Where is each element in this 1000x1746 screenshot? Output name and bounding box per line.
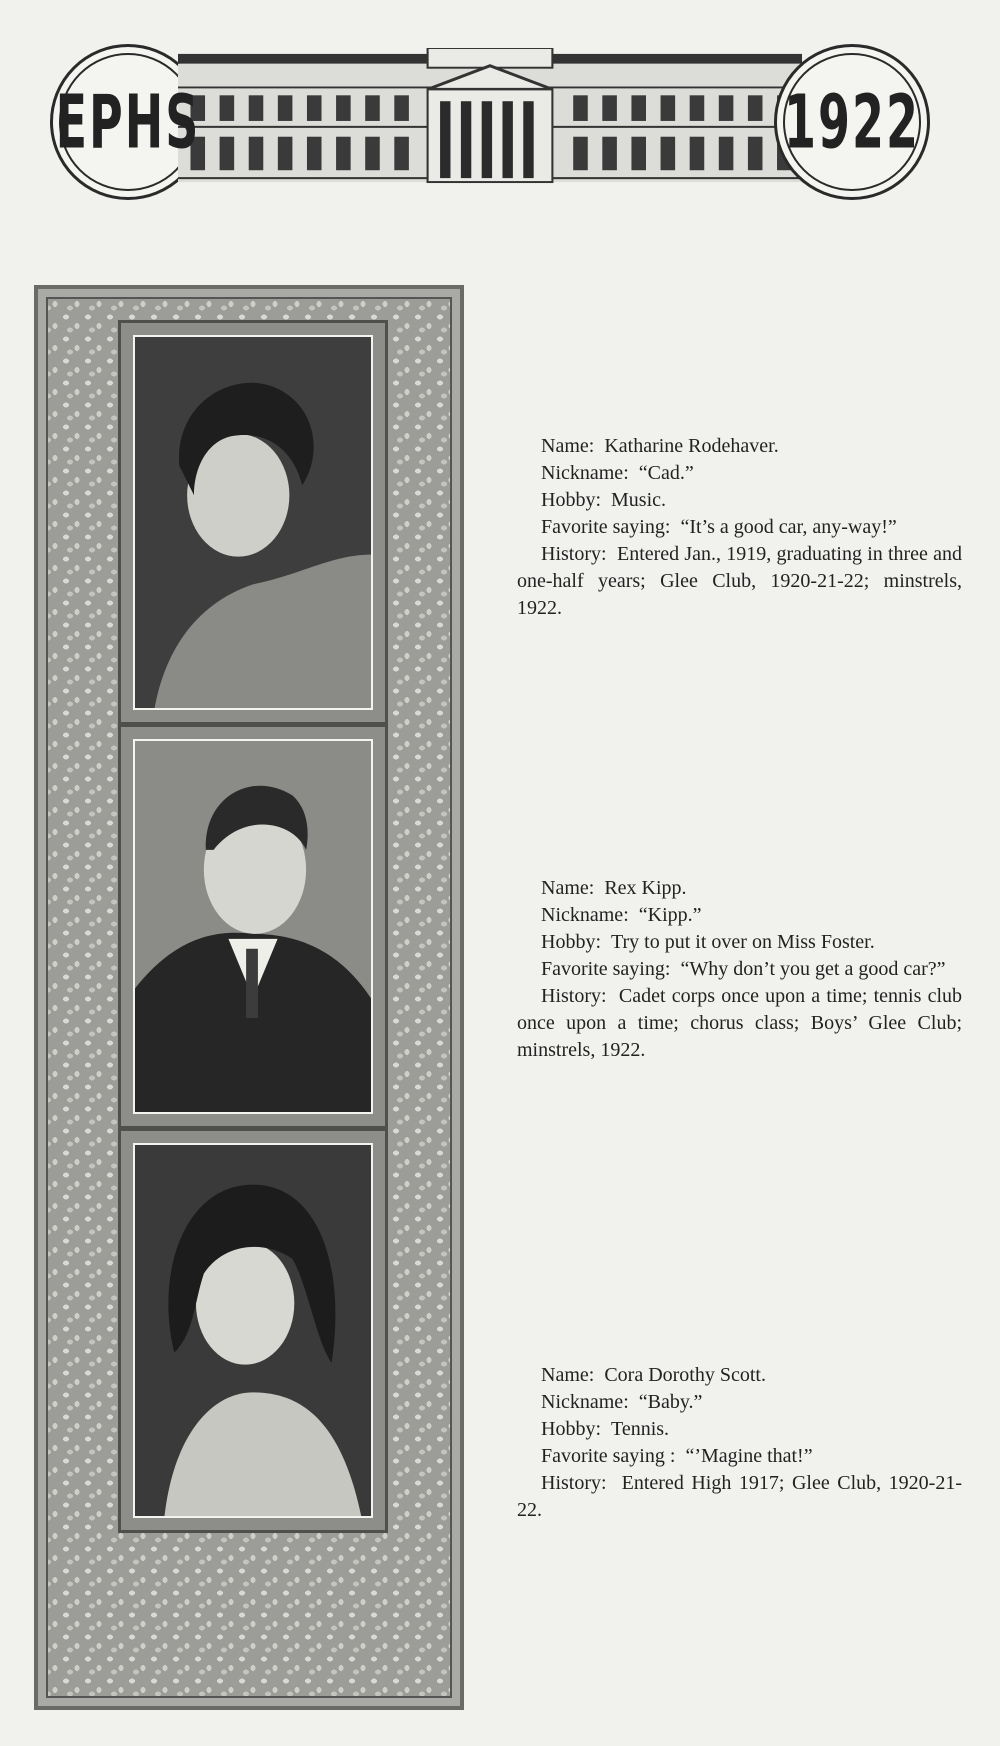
student-history: Entered Jan., 1919, graduating in three and one-half years; Glee Club, 1920-21-22; minstrels, 1922. (517, 543, 963, 619)
portrait-frame (118, 320, 388, 725)
student-saying: “Why don’t you get a good car?” (680, 958, 946, 980)
saying-label: Favorite saying : (541, 1445, 676, 1467)
student-hobby: Tennis. (611, 1418, 670, 1440)
student-nickname: “Kipp.” (638, 904, 702, 926)
saying-line (517, 1443, 962, 1470)
yearbook-header (50, 40, 930, 200)
student-name: Katharine Rodehaver. (604, 435, 779, 457)
history-line (517, 1470, 962, 1524)
portrait-frame (118, 1128, 388, 1533)
name-line (517, 875, 962, 902)
history-label: History: (541, 1472, 607, 1494)
hobby-line (517, 929, 962, 956)
name-label: Name: (541, 877, 595, 899)
student-saying: “’Magine that!” (685, 1445, 813, 1467)
portrait-panel (34, 285, 464, 1710)
student-nickname: “Cad.” (638, 462, 694, 484)
seal-year-text: 1922 (783, 78, 921, 166)
portrait-photo-cora (133, 1143, 373, 1518)
year-seal (774, 44, 930, 200)
student-nickname: “Baby.” (638, 1391, 703, 1413)
nickname-line (517, 460, 962, 487)
student-saying: “It’s a good car, any-way!” (680, 516, 897, 538)
student-name: Rex Kipp. (604, 877, 687, 899)
hobby-label: Hobby: (541, 489, 601, 511)
history-label: History: (541, 543, 607, 565)
hobby-line (517, 487, 962, 514)
name-line (517, 433, 962, 460)
nickname-label: Nickname: (541, 1391, 629, 1413)
seal-text: EPHS (55, 78, 201, 166)
saying-label: Favorite saying: (541, 516, 671, 538)
portrait-frame (118, 724, 388, 1129)
student-name: Cora Dorothy Scott. (604, 1364, 766, 1386)
student-hobby: Try to put it over on Miss Foster. (611, 931, 875, 953)
portrait-photo-rex (133, 739, 373, 1114)
student-entry (517, 875, 962, 1064)
portrait-photo-katharine (133, 335, 373, 710)
school-building-illustration (178, 48, 802, 186)
student-history: Entered High 1917; Glee Club, 1920-21-22. (517, 1472, 962, 1521)
hobby-line (517, 1416, 962, 1443)
hobby-label: Hobby: (541, 931, 601, 953)
history-line (517, 541, 962, 622)
history-line (517, 983, 962, 1064)
student-entry (517, 433, 962, 622)
student-entry (517, 1362, 962, 1524)
nickname-line (517, 1389, 962, 1416)
name-label: Name: (541, 1364, 595, 1386)
hobby-label: Hobby: (541, 1418, 601, 1440)
nickname-label: Nickname: (541, 462, 629, 484)
name-label: Name: (541, 435, 595, 457)
nickname-label: Nickname: (541, 904, 629, 926)
history-label: History: (541, 985, 607, 1007)
student-history: Cadet corps once upon a time; tennis club once upon a time; chorus class; Boys’ Glee Club; minstrels, 1922. (517, 985, 962, 1061)
saying-line (517, 956, 962, 983)
saying-line (517, 514, 962, 541)
student-hobby: Music. (611, 489, 666, 511)
nickname-line (517, 902, 962, 929)
name-line (517, 1362, 962, 1389)
saying-label: Favorite saying: (541, 958, 671, 980)
